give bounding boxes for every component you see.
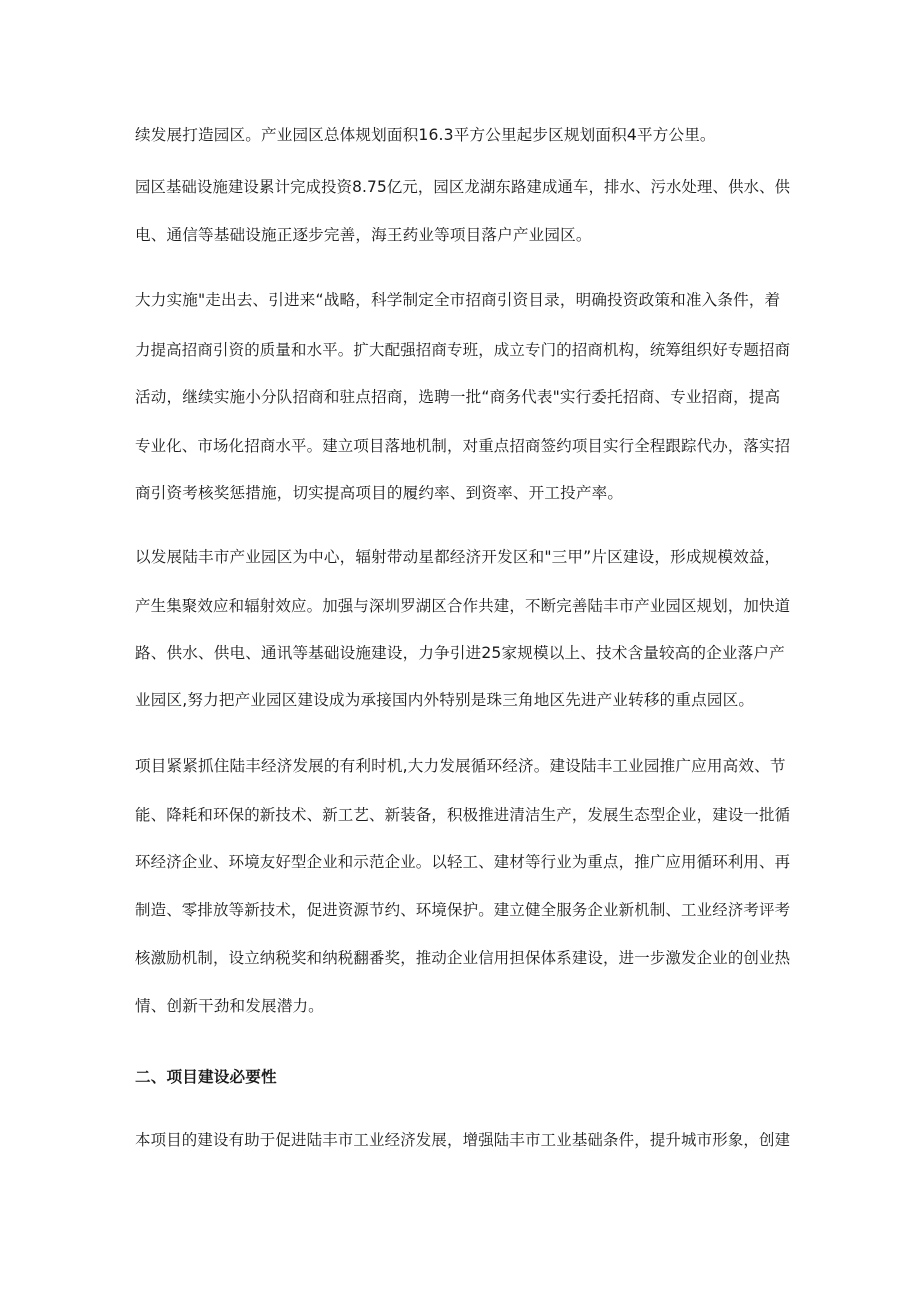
paragraph-3-line-3: 活动，继续实施小分队招商和驻点招商，选聘一批“商务代表"实行委托招商、专业招商，提高 <box>135 388 781 406</box>
paragraph-5-line-6: 情、创新干劲和发展潜力。 <box>135 997 324 1015</box>
paragraph-4-line-2: 产生集聚效应和辐射效应。加强与深圳罗湖区合作共建，不断完善陆丰市产业园区规划，加快道 <box>135 597 791 615</box>
paragraph-3-line-5: 商引资考核奖惩措施，切实提高项目的履约率、到资率、开工投产率。 <box>135 484 624 502</box>
section-heading: 二、项目建设必要性 <box>135 1068 277 1086</box>
paragraph-4-line-4: 业园区,努力把产业园区建设成为承接国内外特别是珠三角地区先进产业转移的重点园区。 <box>135 691 755 709</box>
paragraph-5-line-3: 环经济企业、环境友好型企业和示范企业。以轻工、建材等行业为重点，推广应用循环利用、再 <box>135 853 791 871</box>
paragraph-3-line-4: 专业化、市场化招商水平。建立项目落地机制，对重点招商签约项目实行全程跟踪代办，落实招 <box>135 437 791 455</box>
paragraph-2-line-2: 电、通信等基础设施正逐步完善，海王药业等项目落户产业园区。 <box>135 226 592 244</box>
paragraph-5-line-1: 项目紧紧抓住陆丰经济发展的有利时机,大力发展循环经济。建设陆丰工业园推广应用高效、节 <box>135 757 786 775</box>
paragraph-3-line-1: 大力实施"走出去、引进来“战略，科学制定全市招商引资目录，明确投资政策和准入条件，着 <box>135 291 781 309</box>
closing-paragraph-line-1: 本项目的建设有助于促进陆丰市工业经济发展，增强陆丰市工业基础条件，提升城市形象，创建 <box>135 1131 791 1149</box>
paragraph-3-line-2: 力提高招商引资的质量和水平。扩大配强招商专班，成立专门的招商机构，统筹组织好专题招商 <box>135 341 791 359</box>
paragraph-4-line-3: 路、供水、供电、通讯等基础设施建设，力争引进25家规模以上、技术含量较高的企业落户产 <box>135 644 785 662</box>
paragraph-5-line-2: 能、降耗和环保的新技术、新工艺、新装备，积极推进清洁生产，发展生态型企业，建设一批循 <box>135 806 791 824</box>
paragraph-5-line-4: 制造、零排放等新技术，促进资源节约、环境保护。建立健全服务企业新机制、工业经济考评考 <box>135 901 791 919</box>
paragraph-5-line-5: 核激励机制，设立纳税奖和纳税翻番奖，推动企业信用担保体系建设，进一步激发企业的创业热 <box>135 949 791 967</box>
paragraph-4-line-1: 以发展陆丰市产业园区为中心，辐射带动星都经济开发区和"三甲”片区建设，形成规模效益， <box>135 548 781 566</box>
paragraph-2-line-1: 园区基础设施建设累计完成投资8.75亿元，园区龙湖东路建成通车，排水、污水处理、供水、供 <box>135 178 791 196</box>
paragraph-1-line-1: 续发展打造园区。产业园区总体规划面积16.3平方公里起步区规划面积4平方公里。 <box>135 126 716 144</box>
